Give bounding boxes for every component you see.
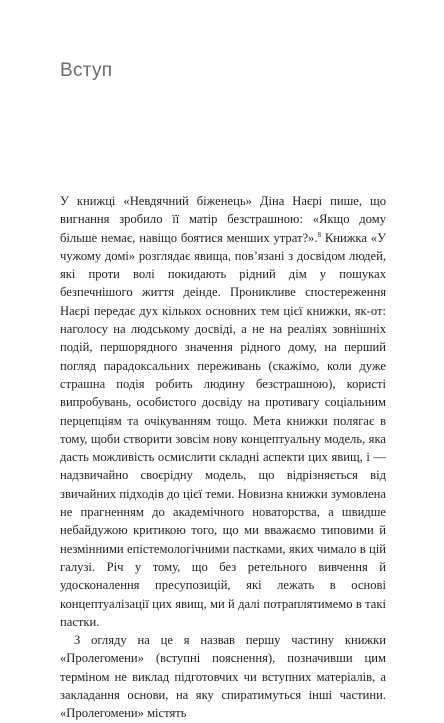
chapter-title: Вступ [60, 60, 113, 81]
body-text [60, 192, 386, 723]
paragraph-1 [60, 192, 386, 631]
paragraph-1-text-continued: Книжка «У чужому домі» розглядає явища, пов’язані з досвідом людей, які проти волі покидають рідний дім у пошуках безпечнішого життя деінде. Проникливе спостереження Наєрі передає дух кількох основних тем цієї книжки, як-от: наголосу на людському досвіді, а не на реаліях зовнішніх подій, першорядного значення рідного дому, на перший погляд парадоксальних переживань (скажімо, коли дуже страшна подія робить людину безстрашною), користі випробувань, особистого досвіду на противагу соціальним перцепціям та очікуванням тощо. Мета книжки полягає в тому, щоби створити зовсім нову концептуальну модель, яка дасть можливість осмислити складні аспекти цих явищ, і — надзвичайно своєрідну модель, що відрізняється від звичайних підходів до цієї теми. Новизна книжки зумовлена не прагненням до академічного новаторства, а швидше небайдужою критикою того, що ми вважаємо типовими й незмінними епістемологічними пастками, яких чимало в цій галузі. Річ у тому, що без ретельного вивчення й удосконалення пресупозицій, які лежать в основі концептуалізації цих явищ, ми й далі потраплятимемо в такі пастки. [60, 230, 387, 629]
paragraph-2: З огляду на це я назвав першу частину книжки «Пролегомени» (вступні пояснення), позначивши цим терміном не виклад підготовчих чи вступних матеріалів, а закладання основи, на яку спиратимуться інші частини. «Пролегомени» містять [60, 633, 386, 721]
footnote-marker[interactable]: 8 [317, 230, 322, 239]
paragraph-1-text: У книжці «Невдячний біженець» Діна Наєрі пише, що вигнання зробило її матір безстрашною: «Якщо дому більше немає, навіщо боятися менших утрат?». [60, 194, 386, 245]
